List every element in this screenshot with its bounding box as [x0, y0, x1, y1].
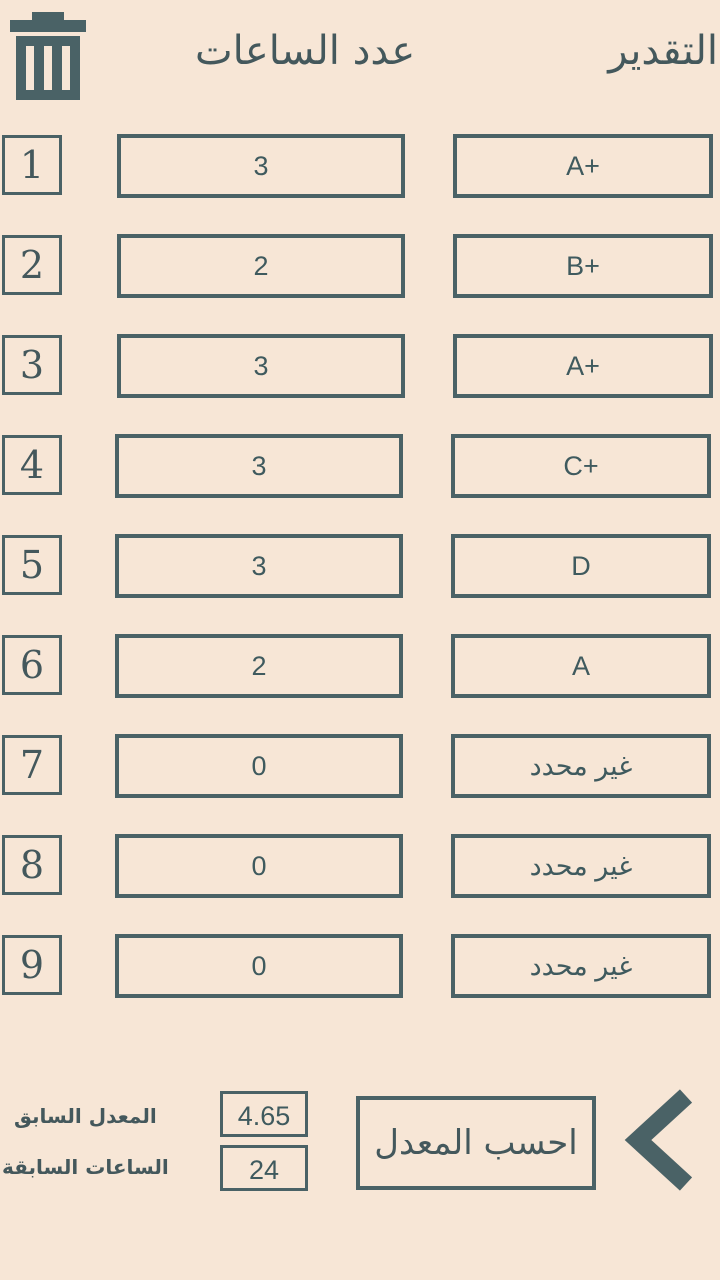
grade-column-header: التقدير [608, 28, 718, 74]
hours-field[interactable]: 3 [117, 334, 405, 398]
grade-select[interactable]: غير محدد [451, 734, 711, 798]
row-number: 9 [2, 935, 62, 995]
row-number: 8 [2, 835, 62, 895]
hours-field[interactable]: 0 [115, 934, 403, 998]
grade-select[interactable]: D [451, 534, 711, 598]
hours-field[interactable]: 0 [115, 734, 403, 798]
row-number: 3 [2, 335, 62, 395]
grade-select[interactable]: A [451, 634, 711, 698]
hours-field[interactable]: 0 [115, 834, 403, 898]
previous-gpa-label: المعدل السابق [14, 1104, 157, 1128]
chevron-left-icon[interactable] [624, 1088, 700, 1192]
hours-column-header: عدد الساعات [195, 28, 416, 74]
grade-select[interactable]: غير محدد [451, 834, 711, 898]
previous-gpa-input[interactable]: 4.65 [220, 1091, 308, 1137]
trash-icon[interactable] [10, 12, 86, 100]
hours-field[interactable]: 3 [115, 534, 403, 598]
hours-field[interactable]: 2 [115, 634, 403, 698]
grade-select[interactable]: A+ [453, 134, 713, 198]
row-number: 1 [2, 135, 62, 195]
previous-hours-label: الساعات السابقة [2, 1155, 169, 1179]
grade-select[interactable]: غير محدد [451, 934, 711, 998]
previous-hours-input[interactable]: 24 [220, 1145, 308, 1191]
hours-field[interactable]: 3 [115, 434, 403, 498]
row-number: 5 [2, 535, 62, 595]
row-number: 2 [2, 235, 62, 295]
hours-field[interactable]: 2 [117, 234, 405, 298]
grade-select[interactable]: A+ [453, 334, 713, 398]
row-number: 7 [2, 735, 62, 795]
hours-field[interactable]: 3 [117, 134, 405, 198]
row-number: 4 [2, 435, 62, 495]
grade-select[interactable]: B+ [453, 234, 713, 298]
row-number: 6 [2, 635, 62, 695]
calculate-gpa-button[interactable]: احسب المعدل [356, 1096, 596, 1190]
grade-select[interactable]: C+ [451, 434, 711, 498]
